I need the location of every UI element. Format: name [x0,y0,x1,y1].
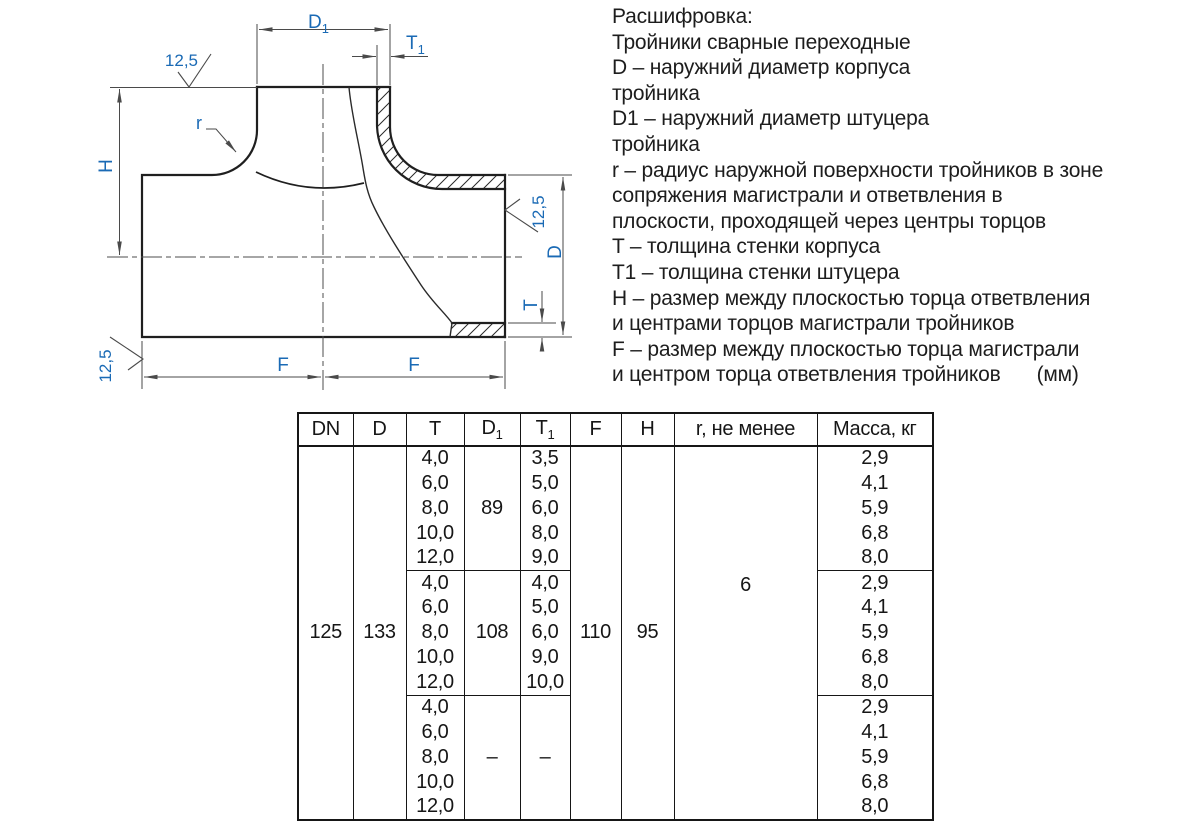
cell-t: 12,0 [406,670,464,695]
legend-last-line: и центром торца ответвления тройников (мм) [612,363,1079,387]
cell-t1: 10,0 [520,670,570,695]
cell-mass: 2,9 [817,446,933,471]
cell-mass: 2,9 [817,571,933,596]
cell-t1: 3,5 [520,446,570,471]
legend-line: тройника [612,132,700,156]
label-t1: $T_1$ [406,33,425,57]
cell-d1: 108 [464,571,520,696]
cell-t1: 6,0 [520,496,570,521]
label-d: D [545,245,566,259]
cell-t1: 5,0 [520,596,570,621]
cell-h: 95 [621,446,674,820]
cell-t: 4,0 [406,446,464,471]
label-h: H [96,159,117,173]
col-header-r: r, не менее [674,413,817,446]
col-header-h: H [621,413,674,446]
col-header-mass: Масса, кг [817,413,933,446]
spec-table [297,412,934,821]
cell-t1: 4,0 [520,571,570,596]
cell-mass: 5,9 [817,496,933,521]
cell-t: 6,0 [406,596,464,621]
legend-line: H – размер между плоскостью торца ответвления [612,286,1091,310]
cell-t: 12,0 [406,546,464,571]
label-d1: $D_1$ [308,12,329,36]
label-f-left: F [277,355,289,376]
cell-mass: 5,9 [817,745,933,770]
legend-line: D1 – наружний диаметр штуцера [612,107,930,131]
cell-t1: 9,0 [520,645,570,670]
legend-line: плоскости, проходящей через центры торцов [612,209,1046,233]
col-header-t1: $T_1$ [520,413,570,446]
cell-t1: 8,0 [520,521,570,546]
cell-mass: 6,8 [817,770,933,795]
col-header-f: F [570,413,621,446]
legend-line: r – радиус наружной поверхности тройников в зоне [612,158,1104,182]
cell-t: 6,0 [406,471,464,496]
legend-line: Тройники сварные переходные [612,30,911,54]
cell-t1: 9,0 [520,546,570,571]
cell-t: 10,0 [406,521,464,546]
cell-f: 110 [570,446,621,820]
cell-mass: 8,0 [817,546,933,571]
cell-d: 133 [353,446,406,820]
cell-t: 8,0 [406,496,464,521]
label-t: T [521,299,542,311]
table-row [298,446,933,471]
legend-line: D – наружний диаметр корпуса [612,56,911,80]
cell-mass: 4,1 [817,471,933,496]
legend-line: тройника [612,81,700,105]
roughness-value-top: 12,5 [164,51,198,70]
cell-t: 12,0 [406,795,464,820]
tee-technical-drawing [0,0,612,412]
intersection-curve [256,172,364,188]
cell-r-min: 6 [674,446,817,820]
cell-d1: 89 [464,446,520,571]
cell-mass: 8,0 [817,670,933,695]
label-r: r [196,113,202,133]
break-line [349,87,452,337]
legend-line: T1 – толщина стенки штуцера [612,260,900,284]
centerlines [107,64,522,390]
cell-mass: 5,9 [817,620,933,645]
cell-t: 8,0 [406,745,464,770]
col-header-d1: $D_1$ [464,413,520,446]
roughness-value-right: 12,5 [529,195,548,229]
cell-d1: – [464,695,520,820]
roughness-value-bottom: 12,5 [96,349,115,383]
legend-line: F – размер между плоскостью торца магистрали [612,337,1080,361]
cell-t1: – [520,695,570,820]
cell-mass: 6,8 [817,645,933,670]
cell-t: 10,0 [406,645,464,670]
cell-dn: 125 [298,446,353,820]
units-note: (мм) [1036,363,1079,387]
cell-t: 4,0 [406,695,464,720]
legend-line: T – толщина стенки корпуса [612,235,881,259]
legend-text [612,4,1157,388]
cell-mass: 2,9 [817,695,933,720]
label-f-right: F [408,355,420,376]
col-header-dn: DN [298,413,353,446]
cell-t1: 5,0 [520,471,570,496]
cell-t: 10,0 [406,770,464,795]
cell-t1: 6,0 [520,620,570,645]
section-hatch [377,87,505,337]
legend-line: и центрами торцов магистрали тройников [612,312,1015,336]
cell-mass: 8,0 [817,795,933,820]
cell-t: 4,0 [406,571,464,596]
legend-line: сопряжения магистрали и ответвления в [612,184,1003,208]
cell-mass: 4,1 [817,720,933,745]
table-header-row [298,413,933,446]
col-header-t: T [406,413,464,446]
cell-t: 8,0 [406,620,464,645]
legend-line: Расшифровка: [612,5,753,28]
cell-t: 6,0 [406,720,464,745]
col-header-d: D [353,413,406,446]
cell-mass: 6,8 [817,521,933,546]
cell-mass: 4,1 [817,596,933,621]
